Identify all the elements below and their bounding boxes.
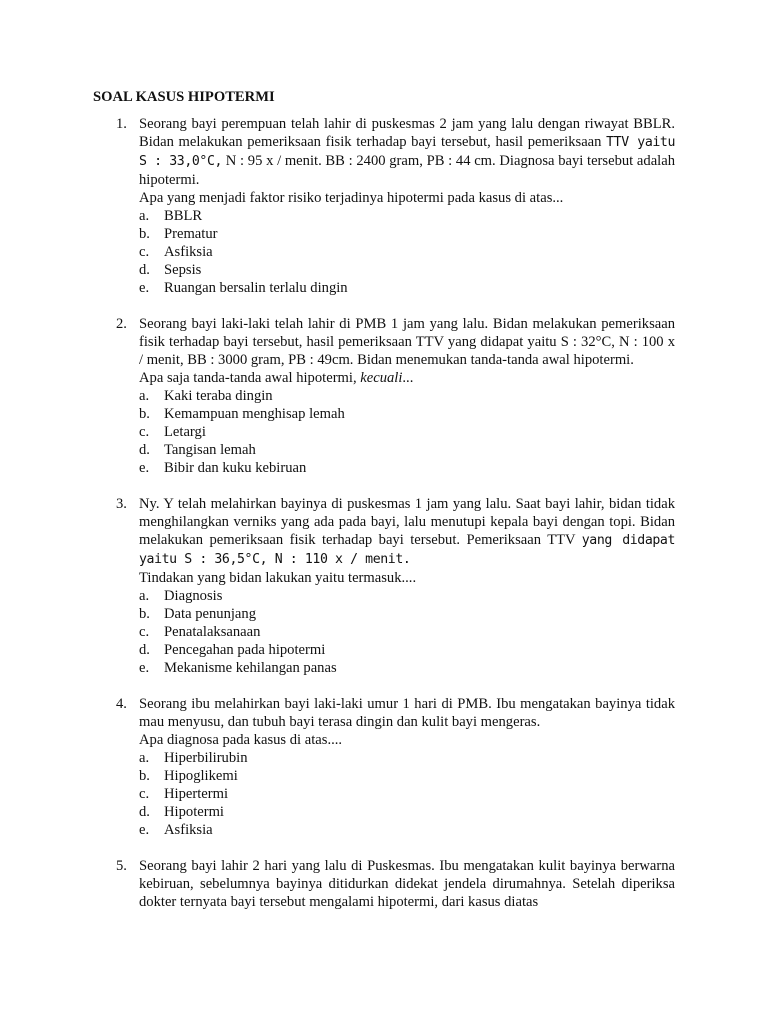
option-letter: d.: [139, 262, 150, 278]
option-d[interactable]: [139, 803, 675, 821]
option-letter: c.: [139, 624, 150, 640]
question-list: [0, 115, 768, 929]
option-b[interactable]: [139, 767, 675, 785]
stem-text: Ny. Y telah melahirkan bayinya di puskesmas 1 jam yang lalu. Saat bayi lahir, bidan tidak menghilangkan verniks yang ada pada bayi, lalu menutupi kepala bayi dengan topi. Bidan melakukan pemeriksaan fisik terhadap bayi tersebut. Pemeriksaan TTV: [139, 496, 675, 548]
question-number: 1.: [116, 116, 127, 132]
option-e[interactable]: [139, 279, 675, 297]
option-text: Kaki teraba dingin: [164, 388, 273, 404]
option-list: [139, 387, 675, 477]
option-text: Letargi: [164, 424, 206, 440]
option-a[interactable]: [139, 587, 675, 605]
question-body: [139, 315, 675, 477]
option-text: Penatalaksanaan: [164, 624, 261, 640]
option-letter: e.: [139, 660, 150, 676]
option-letter: b.: [139, 606, 150, 622]
question-stem: Seorang bayi lahir 2 hari yang lalu di Puskesmas. Ibu mengatakan kulit bayinya berwarna kebiruan, sebelumnya bayinya ditidurkan didekat jendela dirumahnya. Setelah diperiksa dokter ternyata bayi tersebut mengalami hipotermi, dari kasus diatas: [139, 858, 675, 910]
option-letter: a.: [139, 208, 150, 224]
question-body: [139, 857, 675, 911]
option-text: BBLR: [164, 208, 203, 224]
option-d[interactable]: [139, 261, 675, 279]
option-e[interactable]: [139, 459, 675, 477]
question-4: [0, 695, 768, 839]
option-c[interactable]: [139, 243, 675, 261]
question-stem: [139, 495, 675, 569]
question-body: [139, 695, 675, 839]
option-letter: c.: [139, 424, 150, 440]
option-text: Hipotermi: [164, 804, 224, 820]
option-letter: b.: [139, 226, 150, 242]
question-2: [0, 315, 768, 477]
question-1: [0, 115, 768, 297]
option-text: Data penunjang: [164, 606, 256, 622]
option-letter: c.: [139, 244, 150, 260]
question-body: [139, 495, 675, 677]
option-text: Sepsis: [164, 262, 202, 278]
option-letter: a.: [139, 388, 150, 404]
question-prompt: [139, 369, 675, 387]
question-5: [0, 857, 768, 911]
option-text: Kemampuan menghisap lemah: [164, 406, 345, 422]
option-text: Prematur: [164, 226, 218, 242]
stem-vitals: TTV yaitu S : 33,0°C,: [139, 135, 676, 169]
option-text: Hipertermi: [164, 786, 229, 802]
question-number: 2.: [116, 316, 127, 332]
stem-vitals: yang didapat yaitu S : 36,5°C, N : 110 x / menit.: [139, 533, 675, 567]
question-prompt: Apa diagnosa pada kasus di atas....: [139, 732, 343, 748]
question-body: [139, 115, 675, 297]
option-list: [139, 749, 675, 839]
option-text: Pencegahan pada hipotermi: [164, 642, 326, 658]
option-b[interactable]: [139, 405, 675, 423]
document-title: SOAL KASUS HIPOTERMI: [93, 89, 275, 105]
question-3: [0, 495, 768, 677]
option-letter: e.: [139, 280, 150, 296]
option-c[interactable]: [139, 785, 675, 803]
option-letter: b.: [139, 768, 150, 784]
option-e[interactable]: [139, 821, 675, 839]
option-letter: c.: [139, 786, 150, 802]
question-number: 3.: [116, 496, 127, 512]
option-letter: d.: [139, 442, 150, 458]
option-letter: a.: [139, 588, 150, 604]
option-a[interactable]: [139, 387, 675, 405]
option-letter: d.: [139, 804, 150, 820]
option-b[interactable]: [139, 605, 675, 623]
question-stem: Seorang bayi laki-laki telah lahir di PMB 1 jam yang lalu. Bidan melakukan pemeriksaan fisik terhadap bayi tersebut, hasil pemeriksaan TTV yang didapat yaitu S : 32°C, N : 100 x / menit, BB : 3000 gram, PB : 49cm. Bidan menemukan tanda-tanda awal hipotermi.: [139, 316, 675, 368]
question-stem: Seorang ibu melahirkan bayi laki-laki umur 1 hari di PMB. Ibu mengatakan bayinya tidak mau menyusu, dan tubuh bayi terasa dingin dan kulit bayi mengeras.: [139, 696, 675, 730]
option-letter: d.: [139, 642, 150, 658]
option-text: Bibir dan kuku kebiruan: [164, 460, 307, 476]
option-c[interactable]: [139, 423, 675, 441]
option-d[interactable]: [139, 641, 675, 659]
option-text: Mekanisme kehilangan panas: [164, 660, 337, 676]
option-text: Asfiksia: [164, 822, 213, 838]
option-text: Asfiksia: [164, 244, 213, 260]
option-letter: a.: [139, 750, 150, 766]
option-text: Ruangan bersalin terlalu dingin: [164, 280, 348, 296]
option-a[interactable]: [139, 207, 675, 225]
option-letter: e.: [139, 822, 150, 838]
option-e[interactable]: [139, 659, 675, 677]
stem-text: Seorang bayi perempuan telah lahir di puskesmas 2 jam yang lalu dengan riwayat BBLR. Bidan melakukan pemeriksaan fisik terhadap bayi tersebut, hasil pemeriksaan: [139, 116, 675, 150]
option-letter: e.: [139, 460, 150, 476]
option-c[interactable]: [139, 623, 675, 641]
option-b[interactable]: [139, 225, 675, 243]
option-text: Hipoglikemi: [164, 768, 238, 784]
prompt-text: Apa saja tanda-tanda awal hipotermi,: [139, 370, 361, 386]
option-a[interactable]: [139, 749, 675, 767]
stem-text-cont: N : 95 x / menit. BB : 2400 gram, PB : 44 cm. Diagnosa bayi tersebut adalah hipotermi.: [139, 153, 676, 188]
question-number: 4.: [116, 696, 127, 712]
option-letter: b.: [139, 406, 150, 422]
option-text: Hiperbilirubin: [164, 750, 248, 766]
option-list: [139, 587, 675, 677]
question-prompt: Tindakan yang bidan lakukan yaitu termasuk....: [139, 570, 417, 586]
prompt-emphasis: kecuali: [360, 370, 403, 386]
option-list: [139, 207, 675, 297]
prompt-ellipsis: ...: [402, 370, 414, 386]
option-text: Diagnosis: [164, 588, 223, 604]
question-stem: [139, 115, 675, 189]
option-text: Tangisan lemah: [164, 442, 256, 458]
option-d[interactable]: [139, 441, 675, 459]
question-number: 5.: [116, 858, 127, 874]
question-prompt: Apa yang menjadi faktor risiko terjadinya hipotermi pada kasus di atas...: [139, 190, 564, 206]
